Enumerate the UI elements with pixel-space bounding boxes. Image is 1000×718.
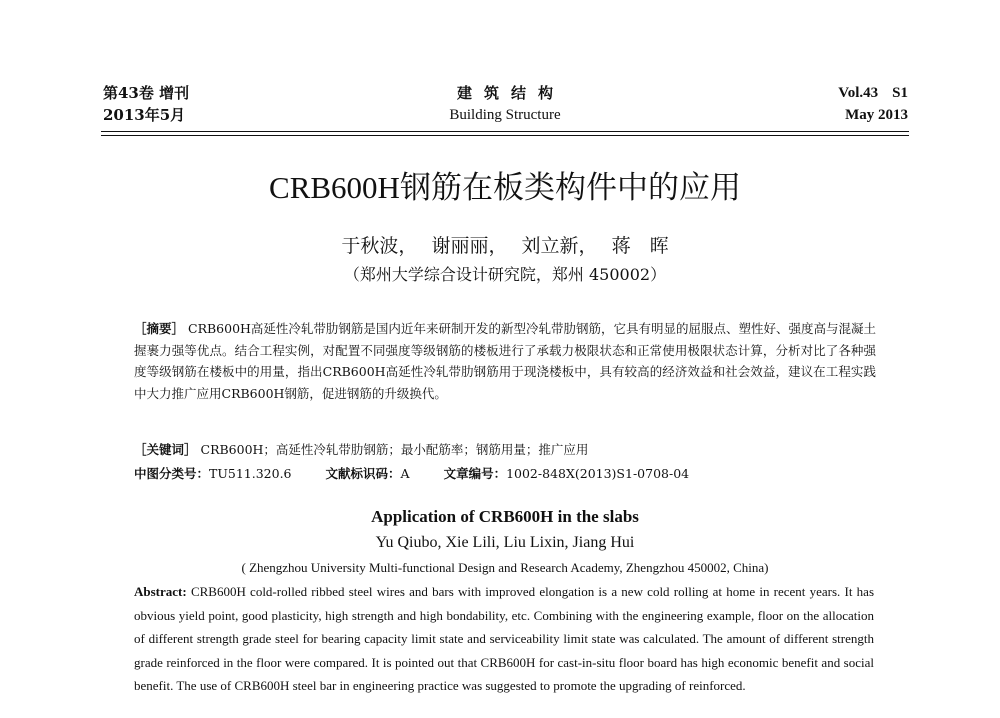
abstract-en-label: Abstract: bbox=[134, 584, 187, 599]
keywords bbox=[134, 440, 876, 460]
issue-number: S1 bbox=[892, 85, 908, 101]
header-date-en: May 2013 bbox=[845, 107, 908, 123]
abstract-cn-label: ［摘要］ bbox=[134, 321, 185, 336]
journal-name-cn: 建筑结构 bbox=[456, 84, 565, 102]
english-title: Application of CRB600H in the slabs bbox=[371, 507, 639, 526]
header-rule-top bbox=[101, 131, 909, 132]
clc-label: 中图分类号： bbox=[134, 466, 210, 481]
paper-title: CRB600H钢筋在板类构件中的应用 bbox=[269, 170, 741, 205]
clc-value: TU511.320.6 bbox=[209, 466, 292, 481]
author-name: 谢丽丽， bbox=[431, 235, 508, 257]
classification-line bbox=[134, 464, 876, 484]
header-volume-info bbox=[838, 82, 908, 126]
journal-name-en: Building Structure bbox=[449, 107, 561, 123]
header-volume-cn: 第43卷 增刊 bbox=[103, 84, 190, 102]
header-volume-en bbox=[838, 82, 908, 104]
author-list bbox=[100, 233, 910, 259]
keywords-text: CRB600H；高延性冷轧带肋钢筋；最小配筋率；钢筋用量；推广应用 bbox=[200, 442, 589, 457]
header-issue-info bbox=[103, 82, 189, 126]
article-number-label: 文章编号： bbox=[443, 466, 507, 481]
author-name: 蒋 晖 bbox=[611, 235, 669, 257]
abstract-cn bbox=[134, 318, 876, 404]
abstract-cn-text: CRB600H高延性冷轧带肋钢筋是国内近年来研制开发的新型冷轧带肋钢筋，它具有明显的屈服点、塑性好、强度高与混凝土握裹力强等优点。结合工程实例，对配置不同强度等级钢筋的楼板进行了承载力极限状态和正常使用极限状态计算，分析对比了各种强度等级钢筋在楼板中的用量，指出CRB600H高延性冷轧带肋钢筋用于现浇楼板中，具有较高的经济效益和社会效益，建议在工程实践中大力推广应用CRB600H钢筋，促进钢筋的升级换代。 bbox=[134, 321, 876, 401]
doc-code-value: A bbox=[400, 466, 410, 481]
author-name: 刘立新， bbox=[521, 235, 598, 257]
article-number-value: 1002-848X(2013)S1-0708-04 bbox=[506, 466, 690, 481]
affiliation: （郑州大学综合设计研究院，郑州 450002） bbox=[343, 265, 667, 284]
abstract-en bbox=[134, 580, 874, 698]
english-authors: Yu Qiubo, Xie Lili, Liu Lixin, Jiang Hui bbox=[375, 534, 635, 551]
doc-code-label: 文献标识码： bbox=[325, 466, 401, 481]
header-journal bbox=[400, 82, 610, 126]
abstract-en-text: CRB600H cold-rolled ribbed steel wires and bars with improved elongation is a new cold rolling at home in recent years. It has obvious yield point, good plasticity, high strength and high bondability, etc. Combining with the engineering example, floor on the allocation of different strength grade steel for bearing capacity limit state and serviceability limit state was calculated. The amount of different strength grade reinforced in the floor were compared. It is pointed out that CRB600H for cast-in-situ floor board has high economic benefit and social benefit. The use of CRB600H steel bar in engineering practice was suggested to promote the upgrading of reinforced. bbox=[134, 584, 874, 693]
english-affiliation: ( Zhengzhou University Multi-functional Design and Research Academy, Zhengzhou 450002, China) bbox=[241, 560, 769, 575]
keywords-label: ［关键词］ bbox=[134, 442, 197, 457]
author-name: 于秋波， bbox=[341, 235, 418, 257]
volume-number: Vol.43 bbox=[838, 85, 879, 101]
header-rule-bottom bbox=[101, 135, 909, 136]
header-date-cn: 2013年5月 bbox=[103, 106, 186, 124]
